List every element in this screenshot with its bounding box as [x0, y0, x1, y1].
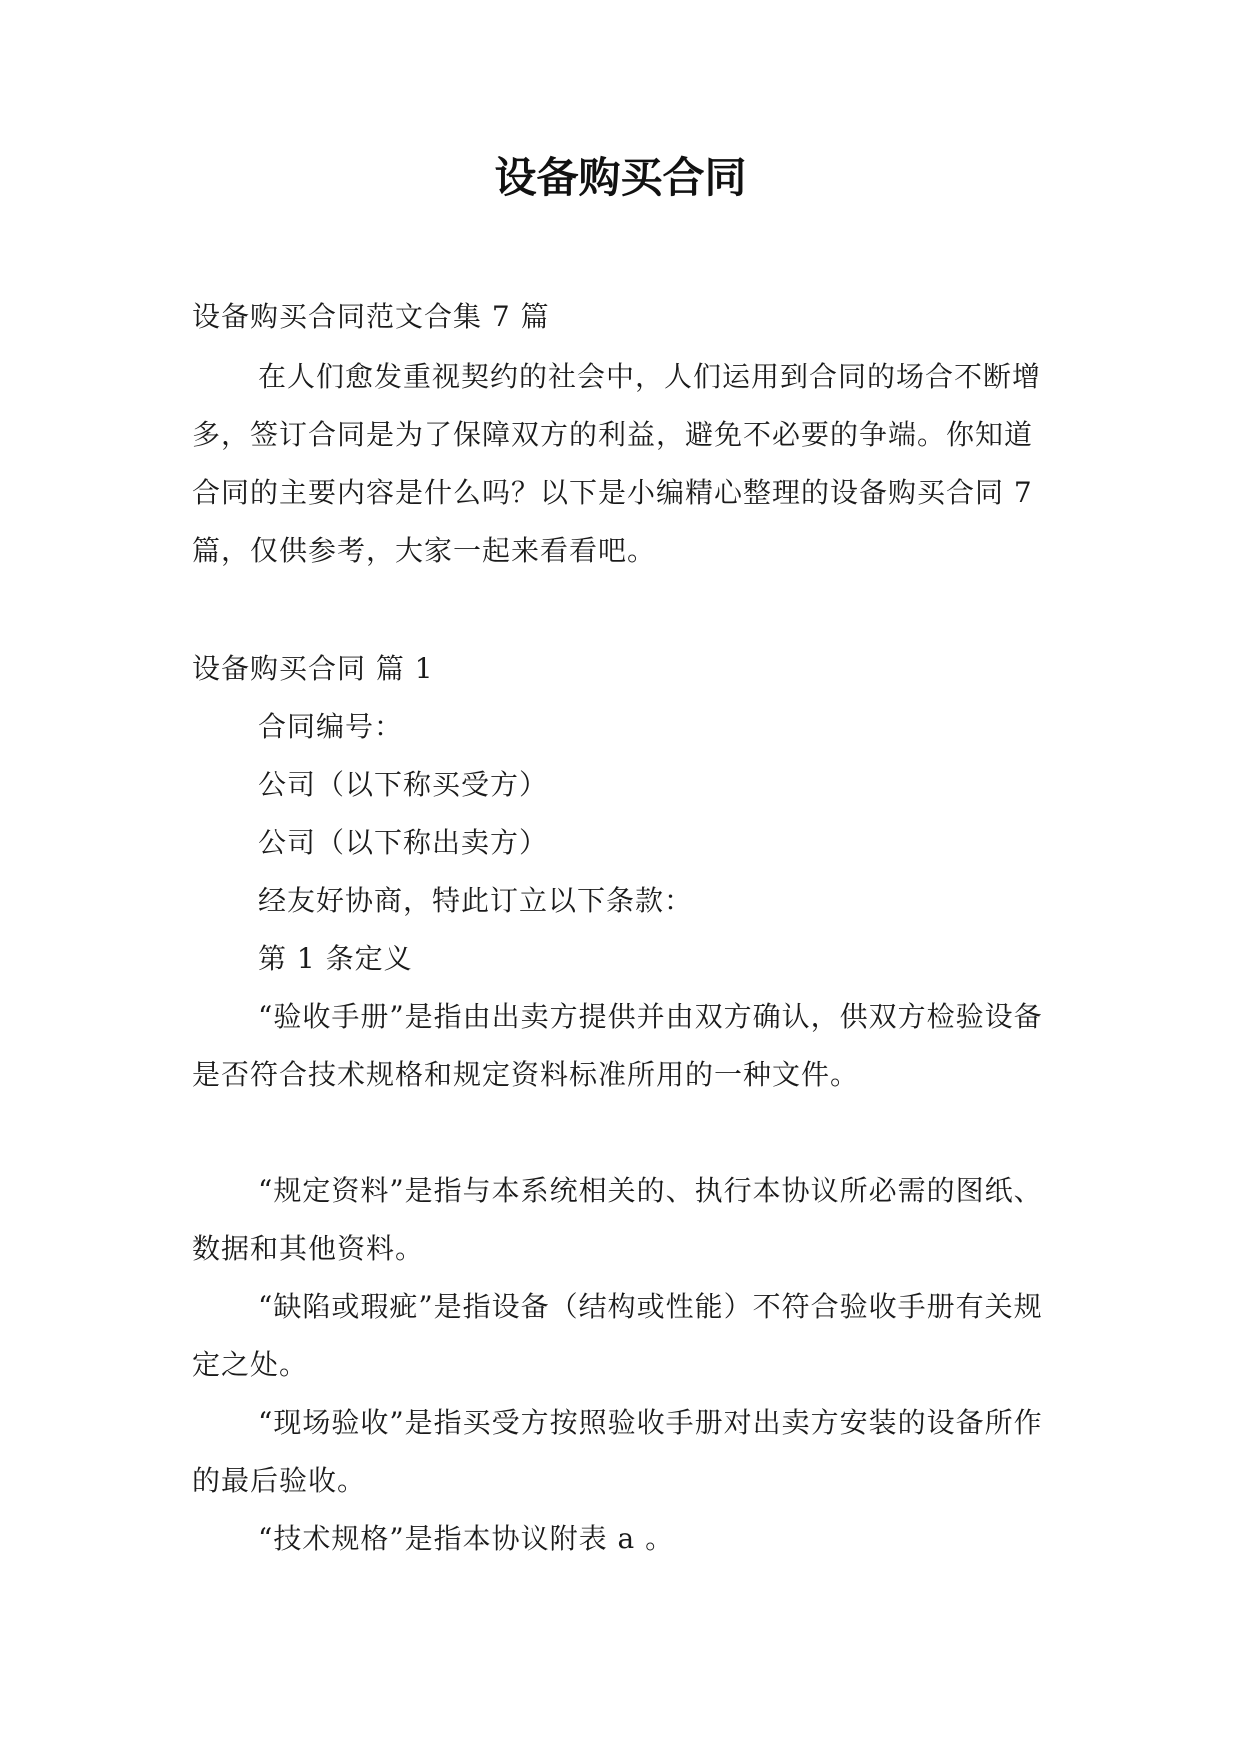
intro-paragraph: 在人们愈发重视契约的社会中，人们运用到合同的场合不断增多，签订合同是为了保障双方的利益，避免不必要的争端。你知道合同的主要内容是什么吗？以下是小编精心整理的设备购买合同 7 篇，仅供参考，大家一起来看看吧。 [192, 360, 1042, 567]
document-subtitle: 设备购买合同范文合集 7 篇 [192, 300, 550, 333]
agreement-line: 经友好协商，特此订立以下条款： [258, 884, 694, 917]
definition-paragraph: “现场验收”是指买受方按照验收手册对出卖方安装的设备所作的最后验收。 [192, 1406, 1043, 1497]
buyer-party-line: 公司（以下称买受方） [258, 768, 549, 801]
definition-paragraph: “缺陷或瑕疵”是指设备（结构或性能）不符合验收手册有关规定之处。 [192, 1290, 1043, 1381]
article-heading: 第 1 条定义 [258, 942, 413, 975]
definition-paragraph: “规定资料”是指与本系统相关的、执行本协议所必需的图纸、数据和其他资料。 [192, 1174, 1043, 1265]
seller-party-line: 公司（以下称出卖方） [258, 826, 549, 859]
definition-paragraph: “技术规格”是指本协议附表 a 。 [258, 1522, 675, 1555]
contract-number-line: 合同编号： [258, 710, 404, 743]
section-heading: 设备购买合同 篇 1 [192, 652, 434, 685]
document-title: 设备购买合同 [494, 153, 747, 202]
definition-paragraph: “验收手册”是指由出卖方提供并由双方确认，供双方检验设备是否符合技术规格和规定资料标准所用的一种文件。 [192, 1000, 1043, 1091]
